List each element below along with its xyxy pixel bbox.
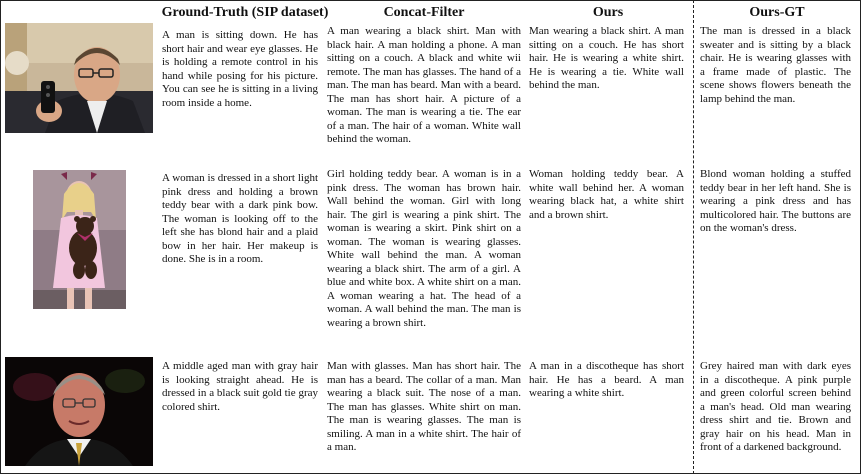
row2-ours-gt: Blond woman holding a stuffed teddy bear in her left hand. She is wearing a pink dress and has multicolored hair. The buttons are on the woman's dress.	[700, 168, 851, 234]
header-ours: Ours	[592, 5, 624, 20]
row2-ground-truth: A woman is dressed in a short light pink dress and holding a brown teddy bear with a dark pink bow. The woman is looking off to the left she has blond hair and a plaid bow in her hair. Her makeup is done. She is in a room.	[162, 172, 318, 265]
row1-concat-filter: A man wearing a black shirt. Man with black hair. A man holding a phone. A man sitting on a couch. A black and white wii remote. The man has glasses. The hand of a man. The man has beard. Man with a beard. The man has short hair. A picture of a woman. The man is wearing a tie. The ear of a man. The hair of a woman. White wall behind the woman.	[327, 25, 521, 145]
photo-woman-with-teddy-bear	[33, 170, 126, 309]
row3-ground-truth: A middle aged man with gray hair is looking straight ahead. He is dressed in a black suit gold tie gray colored shirt.	[162, 360, 318, 413]
row3-ours-gt: Grey haired man with dark eyes in a discotheque. A pink purple and green colorful screen behind a man's head. Old man wearing dress shirt and tie. Brown and gray hair on his head. Man in front of a darkened background.	[700, 360, 851, 453]
header-concat-filter: Concat-Filter	[383, 5, 465, 20]
row3-ours: A man in a discotheque has short hair. He has a beard. A man wearing a white shirt.	[529, 360, 684, 399]
row3-concat-filter: Man with glasses. Man has short hair. The man has a beard. The collar of a man. Man wearing a black suit. The nose of a man. The man has glasses. White shirt on man. The man is wearing glasses. The man is smiling. A man in a white shirt. The hair of a man.	[327, 360, 521, 453]
photo-man-with-remote	[5, 23, 153, 133]
row2-concat-filter: Girl holding teddy bear. A woman is in a pink dress. The woman has brown hair. Wall behind the woman. Girl with long hair. The girl is wearing a pink shirt. The woman is wearing a skirt. Pink shirt on a woman. The woman is wearing glasses. White wall behind the man. A woman wearing a black shirt. The arm of a girl. A blue and white box. A white shirt on a man. A woman wearing a hat. The head of a woman. A wall behind the man. The man is wearing a brown shirt.	[327, 168, 521, 329]
header-ground-truth: Ground-Truth (SIP dataset)	[161, 5, 329, 20]
row1-ours: Man wearing a black shirt. A man sitting on a couch. He has short hair. He is wearing a white shirt. He is wearing a tie. White wall behind the man.	[529, 25, 684, 91]
header-ours-gt: Ours-GT	[749, 5, 805, 20]
row2-ours: Woman holding teddy bear. A white wall behind her. A woman wearing black hat, a white shirt and a brown shirt.	[529, 168, 684, 221]
row1-ours-gt: The man is dressed in a black sweater and is sitting by a black chair. He is wearing glasses with a frame made of plastic. The scene shows flowers beneath the lamp behind the man.	[700, 25, 851, 105]
row1-ground-truth: A man is sitting down. He has short hair and wear eye glasses. He is holding a remote control in his hand while posing for his picture. You can see he is sitting in a living room inside a home.	[162, 29, 318, 109]
photo-gray-haired-man	[5, 357, 153, 466]
dashed-separator	[693, 0, 694, 474]
